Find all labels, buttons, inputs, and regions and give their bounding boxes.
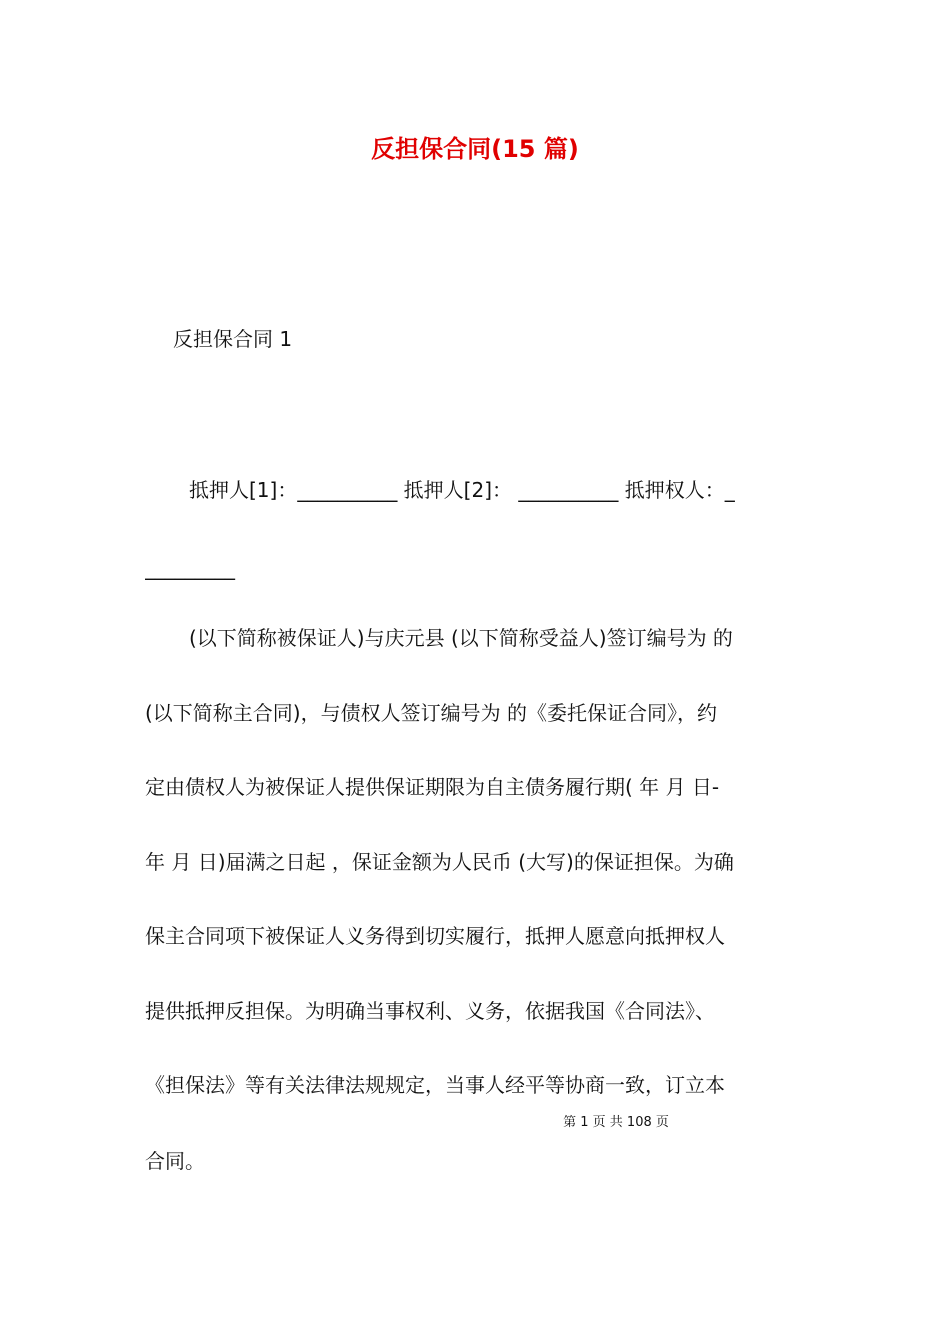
body-line: 合同。	[145, 1149, 205, 1173]
body-line: 定由债权人为被保证人提供保证期限为自主债务履行期( 年 月 日-	[145, 775, 720, 799]
body-line: 提供抵押反担保。为明确当事权利、义务，依据我国《合同法》、	[145, 999, 715, 1023]
body-line: 年 月 日)届满之日起 ，保证金额为人民币 (大写)的保证担保。为确	[145, 850, 734, 874]
body-line: 保主合同项下被保证人义务得到切实履行，抵押人愿意向抵押权人	[145, 924, 725, 948]
document-title: 反担保合同(15 篇)	[371, 135, 579, 163]
page-footer: 第 1 页 共 108 页	[563, 1115, 669, 1130]
body-line: _________	[145, 556, 235, 580]
body-line: 《担保法》等有关法律法规规定，当事人经平等协商一致，订立本	[145, 1073, 725, 1097]
body-line: (以下简称主合同)，与债权人签订编号为 的《委托保证合同》，约	[145, 701, 717, 725]
body-line: 抵押人[1]：__________ 抵押人[2]： __________ 抵押权人：_	[189, 478, 735, 502]
section-heading: 反担保合同 1	[173, 327, 293, 351]
body-line: (以下简称被保证人)与庆元县 (以下简称受益人)签订编号为 的	[189, 626, 733, 650]
